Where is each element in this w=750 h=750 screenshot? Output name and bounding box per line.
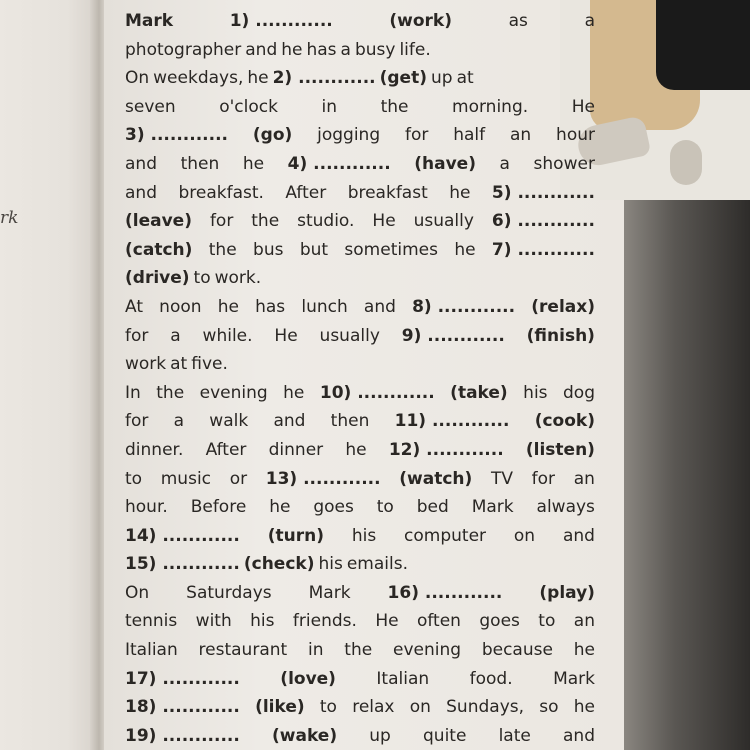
text-word: an bbox=[509, 125, 532, 146]
text-word: the bbox=[208, 239, 237, 260]
text-word: for bbox=[209, 211, 234, 232]
text-line bbox=[125, 121, 595, 150]
text-word: dog bbox=[563, 382, 595, 403]
text-word: the bbox=[156, 382, 185, 403]
text-word: late bbox=[498, 725, 531, 746]
exercise-blank-or-verb: 18) ............ bbox=[125, 697, 240, 718]
text-word: busy bbox=[354, 39, 396, 60]
exercise-blank-or-verb: 7) ............ bbox=[491, 239, 595, 260]
exercise-blank-or-verb: (cook) bbox=[534, 411, 595, 432]
exercise-blank-or-verb: 4) ............ bbox=[287, 153, 391, 174]
text-word: In bbox=[125, 382, 141, 403]
text-word: while. bbox=[202, 325, 253, 346]
exercise-blank-or-verb: (have) bbox=[414, 153, 476, 174]
text-word: lunch bbox=[301, 296, 348, 317]
text-word: evening bbox=[199, 382, 268, 403]
text-word: He bbox=[375, 611, 399, 632]
exercise-text bbox=[125, 7, 595, 750]
exercise-blank-or-verb: (work) bbox=[389, 11, 452, 31]
text-line bbox=[125, 179, 595, 208]
text-line bbox=[125, 607, 595, 636]
exercise-blank-or-verb: 2) ............ bbox=[272, 68, 376, 89]
text-word: and bbox=[125, 153, 157, 174]
text-word: and bbox=[273, 411, 306, 432]
text-line bbox=[125, 7, 595, 36]
text-word: a bbox=[584, 11, 595, 31]
text-word: his bbox=[250, 611, 275, 632]
exercise-blank-or-verb: (play) bbox=[539, 582, 595, 603]
text-line bbox=[125, 579, 595, 608]
text-word: for bbox=[404, 125, 429, 146]
text-word: o'clock bbox=[219, 96, 278, 117]
exercise-blank-or-verb: (catch) bbox=[125, 239, 193, 260]
text-word: work. bbox=[214, 268, 262, 289]
text-word: in bbox=[321, 96, 337, 117]
exercise-blank-or-verb: (drive) bbox=[125, 268, 190, 289]
left-page bbox=[0, 0, 96, 750]
text-word: He bbox=[274, 325, 298, 346]
text-word: he bbox=[247, 68, 269, 89]
text-word: but bbox=[299, 239, 329, 260]
exercise-blank-or-verb: (go) bbox=[252, 125, 293, 146]
text-word: friends. bbox=[292, 611, 357, 632]
text-word: the bbox=[380, 96, 409, 117]
text-word: usually bbox=[319, 325, 380, 346]
text-line bbox=[125, 550, 595, 579]
text-word: goes bbox=[479, 611, 520, 632]
text-word: hour. bbox=[125, 497, 168, 518]
text-word: walk bbox=[209, 411, 249, 432]
text-line bbox=[125, 150, 595, 179]
text-word: up bbox=[369, 725, 391, 746]
text-word: to bbox=[376, 497, 394, 518]
exercise-blank-or-verb: 5) ............ bbox=[491, 182, 595, 203]
text-word: the bbox=[344, 640, 373, 661]
text-line bbox=[125, 407, 595, 436]
text-word: to bbox=[193, 268, 211, 289]
text-word: He bbox=[571, 96, 595, 117]
text-word: shower bbox=[533, 153, 595, 174]
text-word: an bbox=[573, 611, 595, 632]
exercise-blank-or-verb: (check) bbox=[243, 554, 315, 575]
text-word: Italian bbox=[125, 640, 178, 661]
exercise-blank-or-verb: 14) ............ bbox=[125, 525, 240, 546]
text-word: a bbox=[499, 153, 510, 174]
text-word: evening bbox=[392, 640, 462, 661]
text-word: After bbox=[205, 439, 247, 460]
text-line bbox=[125, 465, 595, 494]
text-word: and bbox=[563, 725, 595, 746]
text-line bbox=[125, 379, 595, 408]
text-word: breakfast. bbox=[178, 182, 264, 203]
text-word: Saturdays bbox=[186, 582, 272, 603]
text-word: On bbox=[125, 68, 150, 89]
exercise-blank-or-verb: (get) bbox=[379, 68, 427, 89]
text-word: quite bbox=[423, 725, 467, 746]
text-word: because bbox=[481, 640, 553, 661]
text-word: has bbox=[306, 39, 337, 60]
text-word: jogging bbox=[317, 125, 381, 146]
exercise-blank-or-verb: (relax) bbox=[531, 296, 595, 317]
text-word: Mark bbox=[553, 668, 595, 689]
text-line bbox=[125, 522, 595, 551]
exercise-blank-or-verb: Mark bbox=[125, 11, 174, 31]
text-word: usually bbox=[413, 211, 474, 232]
text-line bbox=[125, 722, 595, 750]
text-word: he bbox=[242, 153, 265, 174]
text-word: food. bbox=[469, 668, 513, 689]
text-word: Sundays, bbox=[446, 697, 525, 718]
exercise-blank-or-verb: 3) ............ bbox=[125, 125, 229, 146]
text-word: and bbox=[562, 525, 595, 546]
exercise-blank-or-verb: 12) ............ bbox=[388, 439, 504, 460]
text-word: Before bbox=[190, 497, 247, 518]
text-line bbox=[125, 493, 595, 522]
text-word: on bbox=[409, 697, 431, 718]
text-word: he bbox=[573, 640, 595, 661]
text-word: and bbox=[245, 39, 278, 60]
text-word: weekdays, bbox=[153, 68, 244, 89]
text-word: At bbox=[125, 296, 143, 317]
text-word: at bbox=[170, 354, 188, 375]
exercise-blank-or-verb: 6) ............ bbox=[491, 211, 595, 232]
text-word: Mark bbox=[471, 497, 514, 518]
text-word: On bbox=[125, 582, 150, 603]
text-word: then bbox=[330, 411, 370, 432]
text-word: relax bbox=[352, 697, 395, 718]
text-word: at bbox=[456, 68, 474, 89]
text-line bbox=[125, 293, 595, 322]
text-line bbox=[125, 665, 595, 694]
text-word: work bbox=[125, 354, 167, 375]
text-word: life. bbox=[399, 39, 431, 60]
text-word: has bbox=[255, 296, 286, 317]
text-word: a bbox=[340, 39, 351, 60]
page-edge-shadow bbox=[624, 200, 750, 750]
text-word: often bbox=[416, 611, 461, 632]
text-word: bus bbox=[253, 239, 284, 260]
text-line bbox=[125, 436, 595, 465]
left-page-fragment: rk bbox=[0, 208, 19, 228]
text-word: music bbox=[160, 468, 212, 489]
text-word: for bbox=[125, 411, 149, 432]
text-word: the bbox=[251, 211, 280, 232]
text-word: his bbox=[523, 382, 548, 403]
text-word: his bbox=[351, 525, 377, 546]
text-word: hour bbox=[556, 125, 595, 146]
text-word: dinner. bbox=[125, 439, 184, 460]
text-word: for bbox=[531, 468, 556, 489]
text-word: five. bbox=[191, 354, 228, 375]
text-word: as bbox=[508, 11, 528, 31]
text-word: he bbox=[454, 239, 476, 260]
text-word: sometimes bbox=[344, 239, 438, 260]
text-word: and bbox=[363, 296, 396, 317]
text-word: TV bbox=[490, 468, 513, 489]
exercise-blank-or-verb: (listen) bbox=[525, 439, 595, 460]
exercise-blank-or-verb: 1) ............ bbox=[229, 11, 333, 31]
exercise-blank-or-verb: (like) bbox=[255, 697, 305, 718]
text-word: with bbox=[195, 611, 232, 632]
exercise-blank-or-verb: 17) ............ bbox=[125, 668, 240, 689]
text-word: He bbox=[372, 211, 396, 232]
text-word: on bbox=[513, 525, 536, 546]
exercise-blank-or-verb: (watch) bbox=[399, 468, 473, 489]
text-word: so bbox=[539, 697, 559, 718]
text-word: emails. bbox=[346, 554, 408, 575]
text-word: studio. bbox=[297, 211, 355, 232]
text-word: he bbox=[283, 382, 305, 403]
text-line bbox=[125, 207, 595, 236]
text-word: photographer bbox=[125, 39, 242, 60]
text-word: breakfast bbox=[347, 182, 428, 203]
text-word: Mark bbox=[308, 582, 351, 603]
text-line bbox=[125, 693, 595, 722]
text-word: bed bbox=[416, 497, 449, 518]
text-word: then bbox=[180, 153, 220, 174]
exercise-blank-or-verb: (take) bbox=[450, 382, 508, 403]
text-word: he bbox=[269, 497, 291, 518]
text-word: computer bbox=[404, 525, 487, 546]
exercise-blank-or-verb: (turn) bbox=[267, 525, 324, 546]
text-word: dinner bbox=[268, 439, 324, 460]
exercise-blank-or-verb: (leave) bbox=[125, 211, 192, 232]
text-word: restaurant bbox=[198, 640, 288, 661]
exercise-blank-or-verb: 13) ............ bbox=[265, 468, 381, 489]
exercise-blank-or-verb: (wake) bbox=[272, 725, 338, 746]
text-line bbox=[125, 236, 595, 265]
exercise-blank-or-verb: 16) ............ bbox=[387, 582, 503, 603]
exercise-blank-or-verb: (finish) bbox=[526, 325, 595, 346]
exercise-blank-or-verb: (love) bbox=[280, 668, 336, 689]
exercise-blank-or-verb: 8) ............ bbox=[412, 296, 516, 317]
text-word: for bbox=[125, 325, 149, 346]
text-line bbox=[125, 636, 595, 665]
text-word: his bbox=[318, 554, 343, 575]
text-line bbox=[125, 264, 595, 293]
text-word: he bbox=[449, 182, 471, 203]
text-line bbox=[125, 322, 595, 351]
text-word: tennis bbox=[125, 611, 178, 632]
exercise-blank-or-verb: 9) ............ bbox=[401, 325, 505, 346]
exercise-blank-or-verb: 15) ............ bbox=[125, 554, 240, 575]
text-line bbox=[125, 64, 595, 93]
text-word: he bbox=[573, 697, 595, 718]
exercise-blank-or-verb: 19) ............ bbox=[125, 725, 240, 746]
text-word: noon bbox=[159, 296, 202, 317]
text-word: seven bbox=[125, 96, 176, 117]
text-word: an bbox=[573, 468, 595, 489]
text-word: he bbox=[281, 39, 303, 60]
text-word: to bbox=[125, 468, 143, 489]
text-word: Italian bbox=[376, 668, 430, 689]
text-line bbox=[125, 350, 595, 379]
text-word: or bbox=[229, 468, 248, 489]
exercise-blank-or-verb: 11) ............ bbox=[394, 411, 510, 432]
text-word: to bbox=[538, 611, 556, 632]
text-word: he bbox=[217, 296, 239, 317]
text-word: a bbox=[170, 325, 181, 346]
text-word: and bbox=[125, 182, 157, 203]
text-word: After bbox=[285, 182, 327, 203]
text-line bbox=[125, 93, 595, 122]
text-word: morning. bbox=[452, 96, 529, 117]
text-word: half bbox=[453, 125, 486, 146]
text-word: in bbox=[307, 640, 324, 661]
text-line bbox=[125, 36, 595, 65]
photo-dark-shape bbox=[656, 0, 750, 90]
text-word: goes bbox=[313, 497, 354, 518]
photo-shoe-right bbox=[670, 140, 702, 185]
text-word: to bbox=[319, 697, 337, 718]
text-word: a bbox=[173, 411, 185, 432]
exercise-blank-or-verb: 10) ............ bbox=[319, 382, 435, 403]
text-word: always bbox=[536, 497, 595, 518]
text-word: up bbox=[430, 68, 453, 89]
text-word: he bbox=[345, 439, 367, 460]
